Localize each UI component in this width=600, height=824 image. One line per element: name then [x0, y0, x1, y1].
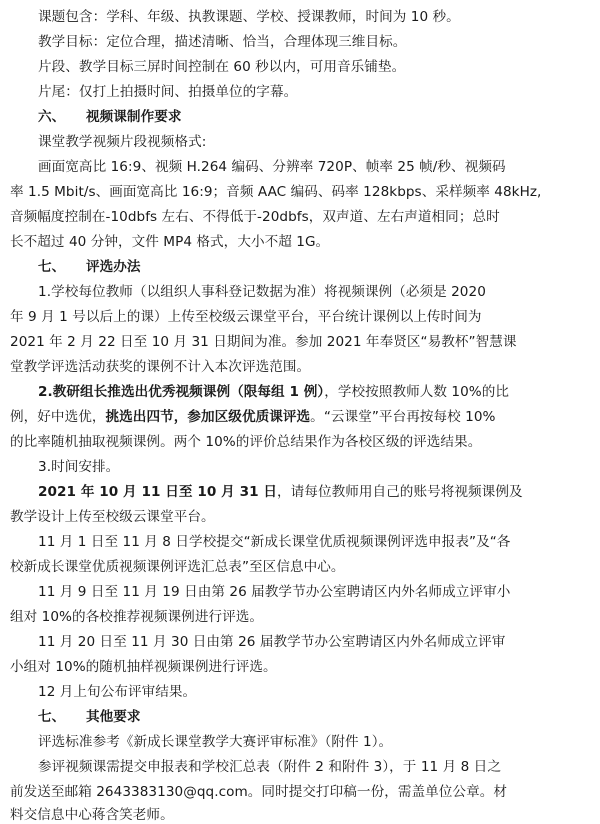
text-line: 2.教研组长推选出优秀视频课例（限每组 1 例），学校按照教师人数 10%的比 — [38, 384, 510, 400]
section-number: 七、 — [38, 259, 66, 275]
section-heading — [38, 258, 141, 276]
text-line: 堂教学评选活动获奖的课例不计入本次评选范围。 — [10, 359, 311, 375]
emphasis-text: 挑选出四节，参加区级优质课评选 — [105, 409, 311, 425]
text-line: 的比率随机抽取视频课例。两个 10%的评价总结果作为各校区级的评选结果。 — [10, 434, 482, 450]
text-line: 12 月上旬公布评审结果。 — [38, 684, 197, 700]
section-number: 七、 — [38, 709, 66, 725]
text-line: 11 月 1 日至 11 月 8 日学校提交“新成长课堂优质视频课例评选申报表”及“各 — [38, 534, 511, 550]
text-line: 2021 年 10 月 11 日至 10 月 31 日，请每位教师用自己的账号将视频课例及 — [38, 484, 523, 500]
text-line: 11 月 20 日至 11 月 30 日由第 26 届教学节办公室聘请区内外名师成立评审 — [38, 634, 506, 650]
text-line: 教学设计上传至校级云课堂平台。 — [10, 509, 215, 525]
text-line: 片段、教学目标三屏时间控制在 60 秒以内，可用音乐铺垫。 — [38, 59, 406, 75]
section-title: 其他要求 — [86, 709, 141, 725]
section-heading — [38, 708, 141, 726]
text-line: 年 9 月 1 号以后上的课）上传至校级云课堂平台，平台统计课例以上传时间为 — [10, 309, 482, 325]
text-line: 小组对 10%的随机抽样视频课例进行评选。 — [10, 659, 277, 675]
section-heading — [38, 108, 182, 126]
text-line: 画面宽高比 16:9、视频 H.264 编码、分辨率 720P、帧率 25 帧/秒、视频码 — [38, 159, 506, 175]
text-line: 课堂教学视频片段视频格式: — [38, 134, 207, 150]
section-title: 评选办法 — [86, 259, 141, 275]
section-title: 视频课制作要求 — [86, 109, 182, 125]
text-line: 课题包含：学科、年级、执教课题、学校、授课教师，时间为 10 秒。 — [38, 9, 460, 25]
text-line: 料交信息中心蒋含笑老师。 — [10, 807, 174, 823]
text-line: 校新成长课堂优质视频课例评选汇总表”至区信息中心。 — [10, 559, 345, 575]
text-line: 长不超过 40 分钟，文件 MP4 格式，大小不超 1G。 — [10, 234, 330, 250]
text-line: 2021 年 2 月 22 日至 10 月 31 日期间为准。参加 2021 年奉贤区“易教杯”智慧课 — [10, 334, 517, 350]
text-line: 参评视频课需提交申报表和学校汇总表（附件 2 和附件 3），于 11 月 8 日之 — [38, 759, 501, 775]
emphasis-text: 2021 年 10 月 11 日至 10 月 31 日 — [38, 484, 278, 500]
text-line: 3.时间安排。 — [38, 459, 120, 475]
text-line: 11 月 9 日至 11 月 19 日由第 26 届教学节办公室聘请区内外名师成立评审小 — [38, 584, 511, 600]
text-line: 音频幅度控制在-10dbfs 左右、不得低于-20dbfs，双声道、左右声道相同；总时 — [10, 209, 500, 225]
text-line: 评选标准参考《新成长课堂教学大赛评审标准》（附件 1）。 — [38, 734, 393, 750]
text-line: 1.学校每位教师（以组织人事科登记数据为准）将视频课例（必须是 2020 — [38, 284, 486, 300]
text-line: 片尾：仅打上拍摄时间、拍摄单位的字幕。 — [38, 84, 298, 100]
section-number: 六、 — [38, 109, 66, 125]
text-line: 前发送至邮箱 2643383130@qq.com。同时提交打印稿一份，需盖单位公章。材 — [10, 784, 508, 800]
emphasis-text: 2.教研组长推选出优秀视频课例（限每组 1 例） — [38, 384, 325, 400]
text-line: 教学目标：定位合理，描述清晰、恰当，合理体现三维目标。 — [38, 34, 407, 50]
text-line: 组对 10%的各校推荐视频课例进行评选。 — [10, 609, 264, 625]
text-line: 例，好中选优，挑选出四节，参加区级优质课评选。“云课堂”平台再按每校 10% — [10, 409, 496, 425]
text-line: 率 1.5 Mbit/s、画面宽高比 16:9；音频 AAC 编码、码率 128kbps、采样频率 48kHz, — [10, 184, 542, 200]
